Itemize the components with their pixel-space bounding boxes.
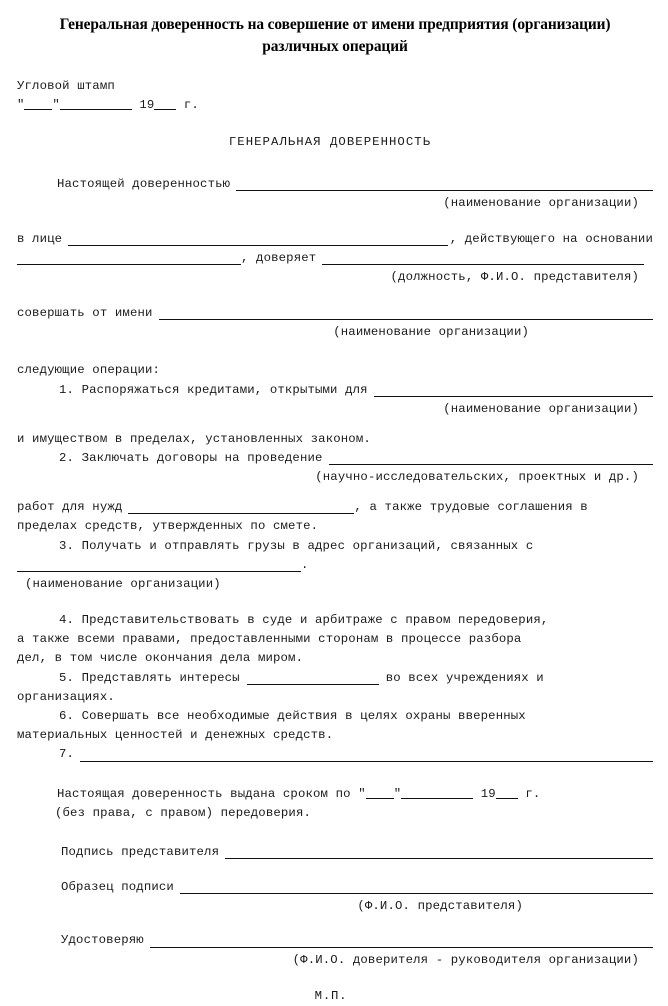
operation-item-7-number: 7.	[59, 747, 75, 762]
validity-month-field[interactable]	[401, 786, 473, 799]
title-line-1: Генеральная доверенность на совершение от имени предприятия (организации)	[59, 16, 611, 33]
document-body	[0, 77, 668, 1006]
intro-row	[17, 175, 653, 194]
organization-name-field-3[interactable]	[374, 384, 653, 397]
page-title	[0, 0, 668, 58]
validity-year-prefix: 19	[480, 786, 496, 801]
title-line-2: различных операций	[262, 38, 408, 55]
operation-item-2-cont-a: работ для нужд	[17, 500, 123, 515]
caption-organization-3: (наименование организации)	[443, 401, 639, 416]
month-field[interactable]	[60, 97, 132, 110]
act-on-behalf-row	[17, 304, 653, 323]
basis-document-field[interactable]	[17, 252, 241, 265]
caption-organization-4: (наименование организации)	[25, 577, 221, 592]
year-field[interactable]	[154, 97, 176, 110]
operation-item-1-continued: и имуществом в пределах, установленных законом.	[17, 431, 371, 446]
signature-sample-field[interactable]	[180, 881, 653, 894]
organization-name-field-2[interactable]	[159, 307, 653, 320]
caption-research-types: (научно-исследовательских, проектных и др.)	[315, 470, 639, 485]
validity-year-suffix: г.	[525, 786, 541, 801]
validity-day-field[interactable]	[366, 786, 394, 799]
operation-item-1-row	[17, 381, 653, 400]
caption-fio-principal: (Ф.И.О. доверителя - руководителя организации)	[292, 952, 639, 967]
operation-item-5-text-c: организациях.	[17, 689, 115, 704]
operation-item-3-field-row	[17, 556, 653, 575]
seal-mark: М.П.	[314, 988, 348, 1003]
operation-item-3-text: 3. Получать и отправлять грузы в адрес организаций, связанных с	[59, 538, 534, 553]
day-field[interactable]	[24, 97, 52, 110]
needs-of-field[interactable]	[128, 501, 354, 514]
stamp-date-row	[17, 96, 653, 115]
signature-representative-field[interactable]	[225, 846, 653, 859]
quote-close: "	[52, 98, 60, 113]
operation-item-4-line-1: 4. Представительствовать в суде и арбитраже с правом передоверия,	[59, 613, 549, 628]
in-person-field[interactable]	[68, 233, 448, 246]
entrusts-label: , доверяет	[241, 251, 317, 266]
contract-type-field[interactable]	[329, 452, 653, 465]
validity-row	[17, 785, 653, 804]
operation-item-4-line-2: а также всеми правами, предоставленными сторонам в процессе разбора	[17, 632, 522, 647]
signature-sample-label: Образец подписи	[61, 880, 174, 895]
signature-representative-label: Подпись представителя	[61, 845, 220, 860]
operation-item-4-line-3: дел, в том числе окончания дела миром.	[17, 651, 304, 666]
year-prefix: 19	[139, 98, 155, 113]
operation-item-2-row	[17, 449, 653, 468]
in-person-row	[17, 230, 653, 249]
in-person-label: в лице	[17, 231, 63, 246]
interests-of-field[interactable]	[247, 672, 379, 685]
operation-item-2-cont-b: , а также трудовые соглашения в	[354, 500, 588, 515]
signature-representative-row	[17, 843, 653, 862]
operation-item-2-text: 2. Заключать договоры на проведение	[59, 451, 323, 466]
year-suffix: г.	[183, 98, 199, 113]
operation-item-5-text-b: во всех учреждениях и	[385, 670, 544, 685]
caption-organization-2: (наименование организации)	[333, 325, 529, 340]
following-operations-label: следующие операции:	[17, 363, 161, 378]
operation-item-6-line-2: материальных ценностей и денежных средств.	[17, 728, 334, 743]
quote-open-2: "	[358, 786, 366, 801]
corner-stamp-label-row	[17, 77, 653, 96]
transfer-rights-note: (без права, с правом) передоверия.	[55, 805, 311, 820]
organization-name-field-4[interactable]	[17, 559, 301, 572]
operation-item-2-cont-c: пределах средств, утвержденных по смете.	[17, 519, 319, 534]
operation-item-5-text-a: 5. Представлять интересы	[59, 670, 240, 685]
certify-row	[17, 931, 653, 950]
operation-item-2-continued-row	[17, 498, 653, 517]
certify-field[interactable]	[150, 935, 653, 948]
item3-period: .	[301, 557, 309, 572]
organization-name-field-1[interactable]	[236, 178, 653, 191]
operation-item-6-line-1: 6. Совершать все необходимые действия в целях охраны вверенных	[59, 709, 526, 724]
operation-item-7-field[interactable]	[80, 749, 653, 762]
corner-stamp-label: Угловой штамп	[17, 79, 115, 93]
operation-item-5-row	[17, 669, 653, 688]
operation-item-7-row	[17, 745, 653, 764]
caption-position-fio: (должность, Ф.И.О. представителя)	[390, 270, 639, 285]
validity-year-field[interactable]	[496, 786, 518, 799]
validity-label: Настоящая доверенность выдана сроком по	[57, 786, 351, 801]
act-on-behalf-label: совершать от имени	[17, 306, 153, 321]
entrusts-row	[17, 249, 653, 268]
quote-close-2: "	[393, 786, 402, 801]
certify-label: Удостоверяю	[61, 933, 144, 948]
quote-open: "	[17, 98, 25, 113]
operation-item-1-text: 1. Распоряжаться кредитами, открытыми для	[59, 382, 368, 397]
document-heading: ГЕНЕРАЛЬНАЯ ДОВЕРЕННОСТЬ	[228, 135, 432, 150]
intro-label: Настоящей доверенностью	[57, 176, 231, 191]
representative-field[interactable]	[322, 252, 644, 265]
acting-on-basis-label: , действующего на основании	[449, 231, 653, 246]
caption-organization-1: (наименование организации)	[443, 195, 639, 210]
signature-sample-row	[17, 878, 653, 897]
caption-fio-representative: (Ф.И.О. представителя)	[357, 899, 523, 914]
